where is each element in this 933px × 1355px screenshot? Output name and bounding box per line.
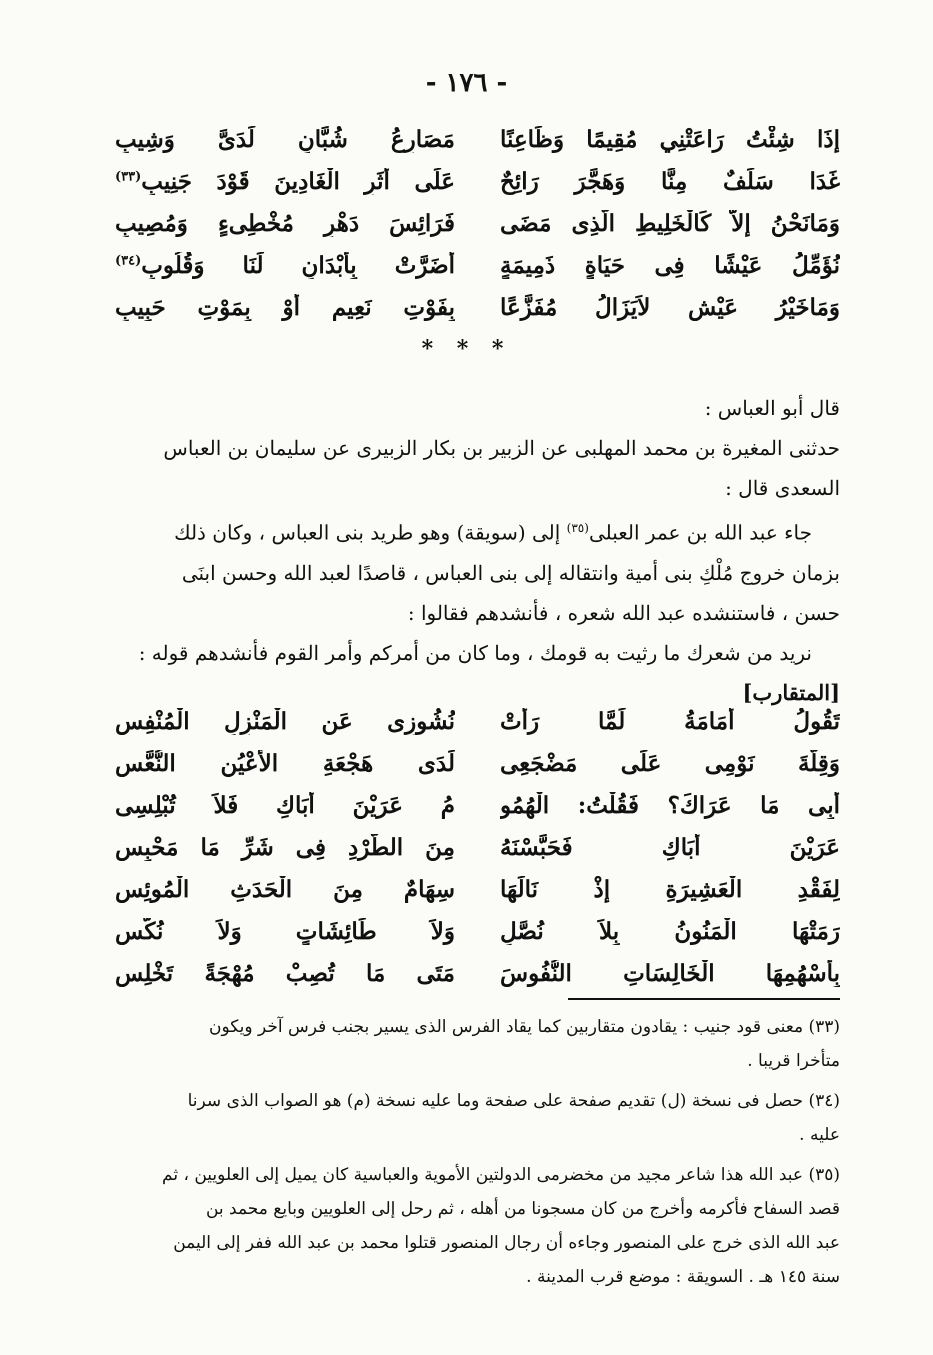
verse-second-hemistich: مِنَ الطَّرْدِ فِى شَرِّ مَا مَحْبِسِ — [115, 833, 455, 861]
verse-first-hemistich: نُؤَمِّلُ عَيْشًا فِى حَيَاةٍ ذَمِيمَةٍ — [500, 251, 840, 279]
footnote: (٣٤) حصل فى نسخة (ل) تقديم صفحة على صفحة وما عليه نسخة (م) هو الصواب الذى سرنا عليه . — [187, 1091, 840, 1145]
verse-first-hemistich: عَرَيْنَ أَبَاكِ فَحَبَّسْنَهُ — [500, 833, 840, 861]
poem-1 — [115, 118, 840, 328]
verse-line — [115, 826, 840, 868]
verse-line — [115, 202, 840, 244]
verse-line — [115, 742, 840, 784]
verse-line — [115, 952, 840, 994]
verse-line — [115, 784, 840, 826]
prose-line: نريد من شعرك ما رثيت به قومك ، وما كان من أمركم وأمر القوم فأنشدهم قوله : — [138, 640, 812, 665]
prose-block — [100, 388, 840, 713]
verse-second-hemistich: وَلاَ طَائِشَاتٍ وَلاَ نُكَّسِ — [115, 917, 455, 945]
poem-2 — [115, 700, 840, 994]
verse-first-hemistich: إِذَا شِئْتُ رَاعَتْنِي مُقِيمًا وَظَاعِنًا — [500, 125, 840, 153]
verse-second-hemistich: فَرَائِسَ دَهْرٍ مُخْطِىءٍ وَمُصِيبِ — [115, 209, 455, 237]
verse-line — [115, 910, 840, 952]
prose-line: السعدى قال : — [725, 476, 840, 500]
prose-line: قال أبو العباس : — [704, 396, 840, 420]
verse-first-hemistich: رَمَتْهَا الْمَنُونُ بِلاَ نُصَّلٍ — [500, 917, 840, 945]
verse-line — [115, 700, 840, 742]
verse-first-hemistich: لِفَقْدِ الْعَشِيرَةِ إِذْ نَالَهَا — [500, 875, 840, 903]
verse-second-hemistich: أَضَرَّتْ بِأَبْدَانٍ لَنَا وَقُلُوبِ$^{(٣٤)}$ — [115, 251, 455, 279]
footnote-divider — [568, 998, 840, 1000]
footnote-ref: (٣٤) — [115, 252, 142, 268]
prose-line: حسن ، فاستنشده عبد الله شعره ، فأنشدهم فقالوا : — [407, 600, 840, 625]
verse-line — [115, 118, 840, 160]
footnote: (٣٣) معنى قود جنيب : يقادون متقاربين كما يقاد الفرس الذى يسير بجنب فرس آخر ويكون متأخرا قريبا . — [208, 1017, 840, 1071]
verse-first-hemistich: تَقُولُ أُمَامَةُ لَمَّا رَأَتْ — [500, 707, 840, 735]
page-number: - ١٧٦ - — [425, 68, 508, 98]
verse-first-hemistich: وَمَاخَيْرُ عَيْشٍ لاَيَزَالُ مُفَزَّعًا — [500, 293, 840, 321]
verse-second-hemistich: عَلَى أَثَرِ الْغَادِينَ قَوْدَ جَنِيبِ$^{(٣٣)}$ — [115, 167, 455, 195]
verse-second-hemistich: مُ عَرَيْنَ أَبَاكِ فَلاَ تُبْلِسِى — [115, 791, 455, 819]
verse-line — [115, 868, 840, 910]
verse-first-hemistich: وَقِلَّةَ نَوْمِى عَلَى مَضْجَعِى — [500, 749, 840, 777]
verse-first-hemistich: بِأَسْهُمِهَا الْخَالِسَاتِ النُّفُوسَ — [500, 959, 840, 987]
prose-line: حدثنى المغيرة بن محمد المهلبى عن الزبير بن بكار الزبيرى عن سليمان بن العباس — [163, 436, 840, 460]
verse-second-hemistich: بِفَوْتِ نَعِيمٍ أَوْ بِمَوْتِ حَبِيبِ — [115, 293, 455, 321]
verse-line — [115, 160, 840, 202]
footnotes — [100, 1010, 840, 1300]
section-separator: * * * — [421, 336, 512, 362]
verse-second-hemistich: لَدَى هَجْعَةِ الأَعْيُنِ النُّعَّسِ — [115, 749, 455, 777]
verse-first-hemistich: أَبِى مَا عَرَاكَ؟ فَقُلْتُ: الْهُمُو — [500, 791, 840, 819]
meter-label: [المتقارب] — [742, 679, 840, 705]
verse-second-hemistich: نُشُوزِى عَنِ الْمَنْزِلِ الْمُنْفِسِ — [115, 707, 455, 735]
footnote-ref: (٣٥) — [566, 521, 589, 535]
verse-second-hemistich: مَصَارِعُ شُبَّانٍ لَدَىَّ وَشِيبِ — [115, 125, 455, 153]
verse-second-hemistich: سِهَامٌ مِنَ الْحَدَثِ الْمُوئِسِ — [115, 875, 455, 903]
footnote: (٣٥) عبد الله هذا شاعر مجيد من مخضرمى الدولتين الأموية والعباسية كان يميل إلى العلويين ، ثم قصد السفاح فأكرمه وأخرج من كان مسجونا من أهله ، ثم رحل إلى العلويين وبايع محمد بن عبد الله الذى خرج على المنصور وجاءه أن رجال المنصور قتلوا محمد بن عبد الله ففر إلى اليمن سنة ١٤٥ هـ . السويقة : موضع قرب المدينة . — [162, 1165, 840, 1287]
verse-second-hemistich: مَتَى مَا تُصِبْ مُهْجَةً تَخْلِسِ — [115, 959, 455, 987]
prose-line: جاء عبد الله بن عمر العبلى$^{(٣٥)}$ إلى (سويقة) وهو طريد بنى العباس ، وكان ذلك — [174, 520, 812, 545]
verse-first-hemistich: وَمَانَحْنُ إِلاَّ كَالْخَلِيطِ الَّذِى مَضَى — [500, 209, 840, 237]
verse-first-hemistich: غَدَا سَلَفٌ مِنَّا وَهَجَّرَ رَائِحٌ — [500, 167, 840, 195]
footnote-ref: (٣٣) — [115, 168, 142, 184]
verse-line — [115, 244, 840, 286]
verse-line — [115, 286, 840, 328]
prose-line: بزمان خروج مُلْكِ بنى أمية وانتقاله إلى بنى العباس ، قاصدًا لعبد الله وحسن ابنَى — [181, 560, 840, 585]
